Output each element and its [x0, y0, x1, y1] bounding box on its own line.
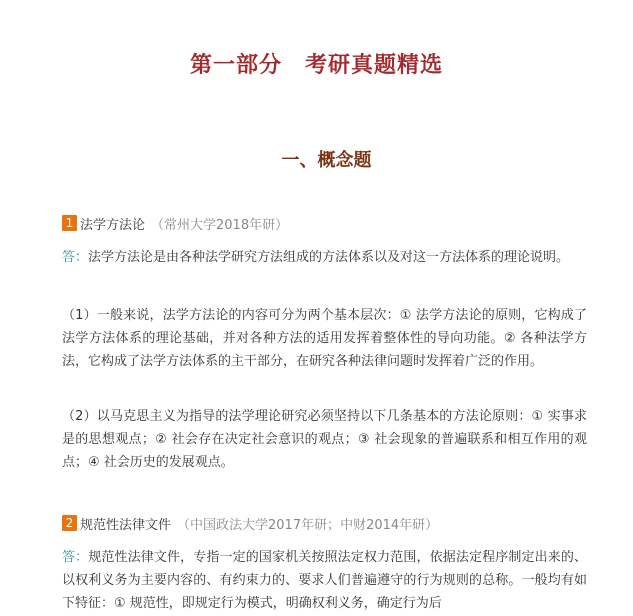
part-title: 第一部分 考研真题精选 [189, 53, 443, 78]
question-1-point-1: （1）一般来说，法学方法论的内容可分为两个基本层次：① 法学方法论的原则，它构成了法学方法体系的理论基础，并对各种方法的适用发挥着整体性的导向功能。② 各种法学方法，它构成了法学方法体系的主干部分，在研究各种法律问题时发挥着广泛的作用。 [62, 308, 587, 369]
question-term: 规范性法律文件 [80, 517, 172, 533]
question-number-badge: 2 [62, 515, 77, 531]
answer-label: 答： [62, 250, 89, 265]
question-source: （常州大学2018年研） [151, 217, 289, 233]
question-1-heading [62, 213, 288, 233]
question-2-heading [62, 513, 438, 533]
question-source: （中国政法大学2017年研；中财2014年研） [177, 517, 439, 533]
question-1-point-2: （2）以马克思主义为指导的法学理论研究必须坚持以下几条基本的方法论原则：① 实事求是的思想观点；② 社会存在决定社会意识的观点；③ 社会现象的普遍联系和相互作用的观点；④ 社会历史的发展观点。 [62, 409, 587, 470]
answer-text: 法学方法论是由各种法学研究方法组成的方法体系以及对这一方法体系的理论说明。 [88, 250, 570, 265]
question-number-badge: 1 [62, 215, 77, 231]
answer-text: 规范性法律文件，专指一定的国家机关按照法定权力范围，依据法定程序制定出来的、以权利义务为主要内容的、有约束力的、要求人们普遍遵守的行为规则的总称。一般均有如下特征：① 规范性，即规定行为模式，明确权利义务，确定行为后 [62, 550, 587, 611]
question-2-answer [62, 546, 587, 615]
answer-label: 答： [62, 550, 89, 565]
section-title: 一、概念题 [281, 150, 372, 171]
question-1-answer [62, 246, 587, 269]
question-term: 法学方法论 [80, 217, 146, 233]
